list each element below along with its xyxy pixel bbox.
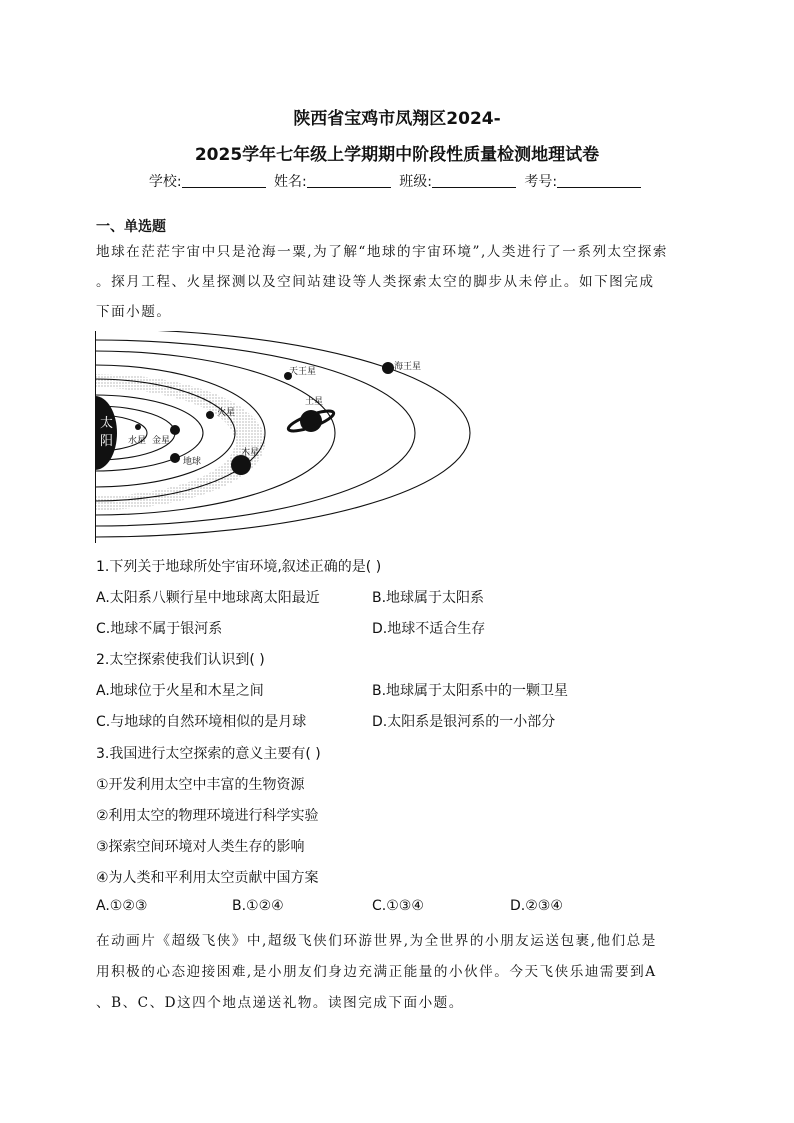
solar-system-figure (95, 331, 473, 543)
student-info-row (0, 171, 794, 191)
q3-option-a[interactable]: A.①②③ (96, 898, 148, 914)
asteroid-belt (95, 374, 265, 510)
label-earth: 地球 (183, 457, 202, 467)
class-blank[interactable] (432, 174, 516, 188)
label-neptune: 海王星 (394, 362, 422, 372)
sun-label-2: 阳 (100, 434, 114, 449)
number-blank[interactable] (557, 174, 641, 188)
solar-system-svg (95, 331, 473, 543)
q3-statement-2: ②利用太空的物理环境进行科学实验 (96, 808, 319, 824)
planet-venus (170, 425, 180, 435)
section-heading: 一、单选题 (96, 219, 166, 235)
school-label: 学校: (148, 174, 182, 190)
label-uranus: 天王星 (289, 367, 317, 377)
q2-option-c[interactable]: C.与地球的自然环境相似的是月球 (96, 714, 307, 730)
passage1-line1: 地球在茫茫宇宙中只是沧海一粟,为了解“地球的宇宙环境”,人类进行了一系列太空探索 (96, 244, 668, 260)
q2-stem: 2.太空探索使我们认识到( ) (96, 652, 265, 668)
label-saturn: 土星 (305, 397, 324, 407)
planet-saturn (286, 407, 335, 435)
passage2-line2: 用积极的心态迎接困难,是小朋友们身边充满正能量的小伙伴。今天飞侠乐迪需要到A (96, 964, 657, 980)
q1-option-a[interactable]: A.太阳系八颗行星中地球离太阳最近 (96, 590, 320, 606)
q3-statement-4: ④为人类和平利用太空贡献中国方案 (96, 870, 319, 886)
q2-option-b[interactable]: B.地球属于太阳系中的一颗卫星 (372, 683, 569, 699)
q1-option-d[interactable]: D.地球不适合生存 (372, 621, 486, 637)
q3-option-d[interactable]: D.②③④ (510, 898, 563, 914)
q2-option-d[interactable]: D.太阳系是银河系的一小部分 (372, 714, 556, 730)
q3-stem: 3.我国进行太空探索的意义主要有( ) (96, 746, 321, 762)
sun-label-1: 太 (100, 416, 114, 431)
q3-option-b[interactable]: B.①②④ (232, 898, 284, 914)
label-venus: 金星 (152, 436, 171, 446)
planet-earth (170, 453, 180, 463)
name-blank[interactable] (307, 174, 391, 188)
passage1-line2: 。探月工程、火星探测以及空间站建设等人类探索太空的脚步从未停止。如下图完成 (96, 274, 655, 290)
label-mercury: 水星 (128, 436, 147, 446)
planet-jupiter (231, 455, 251, 475)
name-label: 姓名: (274, 174, 307, 190)
passage2-line1: 在动画片《超级飞侠》中,超级飞侠们环游世界,为全世界的小朋友运送包裹,他们总是 (96, 933, 657, 949)
q3-option-c[interactable]: C.①③④ (372, 898, 424, 914)
class-label: 班级: (399, 174, 432, 190)
q1-stem: 1.下列关于地球所处宇宙环境,叙述正确的是( ) (96, 559, 382, 575)
school-blank[interactable] (182, 174, 266, 188)
exam-title-line2: 2025学年七年级上学期期中阶段性质量检测地理试卷 (194, 145, 600, 165)
number-label: 考号: (524, 174, 558, 190)
q3-statement-3: ③探索空间环境对人类生存的影响 (96, 839, 305, 855)
q1-option-b[interactable]: B.地球属于太阳系 (372, 590, 485, 606)
q2-option-a[interactable]: A.地球位于火星和木星之间 (96, 683, 264, 699)
q1-option-c[interactable]: C.地球不属于银河系 (96, 621, 223, 637)
exam-title-line1: 陕西省宝鸡市凤翔区2024- (293, 109, 501, 129)
planet-mars (206, 411, 214, 419)
planet-mercury (135, 424, 141, 430)
planet-neptune (382, 362, 394, 374)
q3-statement-1: ①开发利用太空中丰富的生物资源 (96, 777, 305, 793)
label-mars: 火星 (217, 408, 236, 418)
passage2-line3: 、B、C、D这四个地点递送礼物。读图完成下面小题。 (96, 995, 464, 1011)
passage1-line3: 下面小题。 (96, 304, 172, 320)
label-jupiter: 木星 (241, 448, 260, 458)
